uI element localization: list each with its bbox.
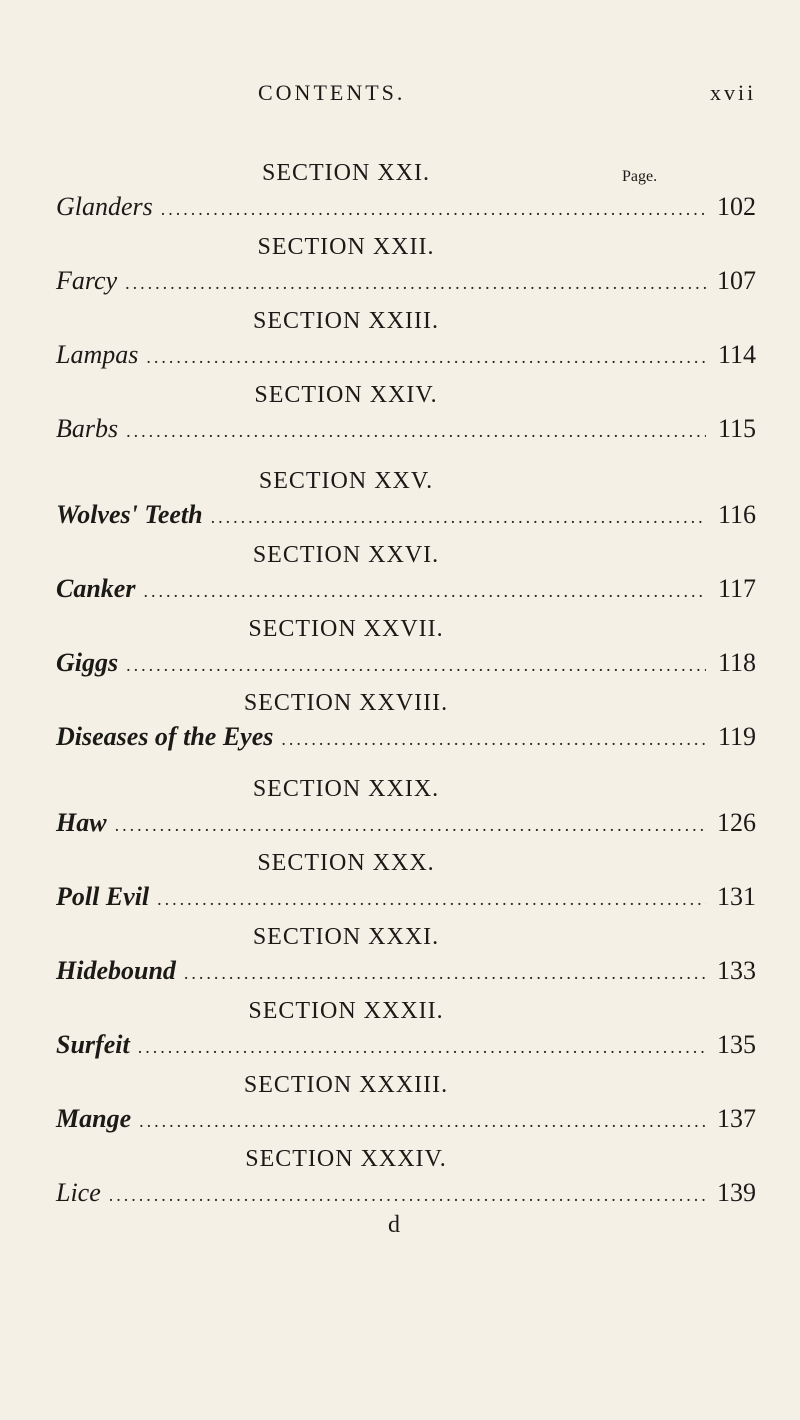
section-heading: SECTION XXVI.	[252, 542, 440, 568]
entry-line	[56, 1178, 756, 1212]
entry-line	[56, 500, 756, 534]
section-heading: SECTION XXVIII.	[243, 690, 449, 716]
contents-entry	[56, 850, 756, 924]
dot-leader	[139, 1111, 706, 1132]
entry-line	[56, 808, 756, 842]
entry-title: Barbs	[56, 414, 119, 443]
page-number: 114	[717, 340, 756, 369]
contents-entry	[56, 468, 756, 542]
page-header	[0, 80, 800, 120]
page-number: 102	[717, 192, 756, 221]
dot-leader	[184, 963, 706, 984]
entry-line	[56, 192, 756, 226]
dot-leader	[138, 1037, 706, 1058]
entry-line	[56, 340, 756, 374]
dot-leader	[281, 729, 706, 750]
entry-title: Surfeit	[56, 1030, 130, 1059]
section-heading: SECTION XXIV.	[254, 382, 438, 408]
entry-line	[56, 266, 756, 300]
page-number: 126	[717, 808, 756, 837]
contents-entry	[56, 616, 756, 690]
page-number: 115	[717, 414, 756, 443]
entry-title: Giggs	[56, 648, 119, 677]
page-number: 139	[717, 1178, 756, 1207]
page-number: 107	[717, 266, 756, 295]
page-number: 117	[717, 574, 756, 603]
entry-title: Canker	[56, 574, 136, 603]
entry-line	[56, 414, 756, 448]
section-heading: SECTION XXII.	[257, 234, 435, 260]
contents-entry	[56, 998, 756, 1072]
entry-title: Wolves' Teeth	[56, 500, 203, 529]
entry-title: Diseases of the Eyes	[56, 722, 274, 751]
dot-leader	[126, 421, 706, 442]
section-heading: SECTION XXVII.	[248, 616, 444, 642]
dot-leader	[143, 581, 706, 602]
page-number: 133	[717, 956, 756, 985]
running-head: CONTENTS.	[258, 80, 406, 105]
section-heading: SECTION XXIX.	[252, 776, 440, 802]
contents-entry	[56, 690, 756, 776]
section-heading: SECTION XXXIV.	[245, 1146, 447, 1172]
dot-leader	[161, 199, 706, 220]
entry-line	[56, 882, 756, 916]
contents-entry	[56, 776, 756, 850]
section-heading: SECTION XXIII.	[253, 308, 439, 334]
dot-leader	[109, 1185, 706, 1206]
entry-title: Lice	[56, 1178, 101, 1207]
page-column-label: Page.	[622, 168, 658, 185]
page-number: 137	[717, 1104, 756, 1133]
dot-leader	[157, 889, 706, 910]
entry-line	[56, 1030, 756, 1064]
contents-entry	[56, 308, 756, 382]
dot-leader	[211, 507, 706, 528]
section-heading: SECTION XXI.	[262, 160, 430, 186]
page-number: 135	[717, 1030, 756, 1059]
section-heading: SECTION XXXI.	[252, 924, 440, 950]
contents-entry	[56, 924, 756, 998]
section-heading: SECTION XXV.	[258, 468, 434, 494]
entry-line	[56, 574, 756, 608]
entry-title: Lampas	[56, 340, 139, 369]
page-number: 119	[717, 722, 756, 751]
entry-line	[56, 956, 756, 990]
section-heading: SECTION XXX.	[257, 850, 435, 876]
contents-list	[56, 160, 756, 1220]
signature-mark: d	[388, 1212, 400, 1238]
entry-title: Glanders	[56, 192, 153, 221]
entry-title: Haw	[56, 808, 107, 837]
page-number: 118	[717, 648, 756, 677]
section-heading: SECTION XXXII.	[248, 998, 444, 1024]
section-heading: SECTION XXXIII.	[243, 1072, 449, 1098]
page-number: 131	[717, 882, 756, 911]
entry-title: Poll Evil	[56, 882, 150, 911]
entry-line	[56, 1104, 756, 1138]
contents-entry	[56, 542, 756, 616]
contents-entry	[56, 160, 756, 234]
contents-entry	[56, 234, 756, 308]
folio: xvii	[710, 80, 757, 105]
contents-entry	[56, 1146, 756, 1220]
dot-leader	[126, 655, 706, 676]
entry-title: Mange	[56, 1104, 132, 1133]
contents-entry	[56, 382, 756, 468]
entry-title: Farcy	[56, 266, 118, 295]
page-number: 116	[717, 500, 756, 529]
entry-title: Hidebound	[56, 956, 176, 985]
dot-leader	[115, 815, 706, 836]
contents-entry	[56, 1072, 756, 1146]
entry-line	[56, 648, 756, 682]
dot-leader	[125, 273, 706, 294]
entry-line	[56, 722, 756, 756]
dot-leader	[146, 347, 706, 368]
